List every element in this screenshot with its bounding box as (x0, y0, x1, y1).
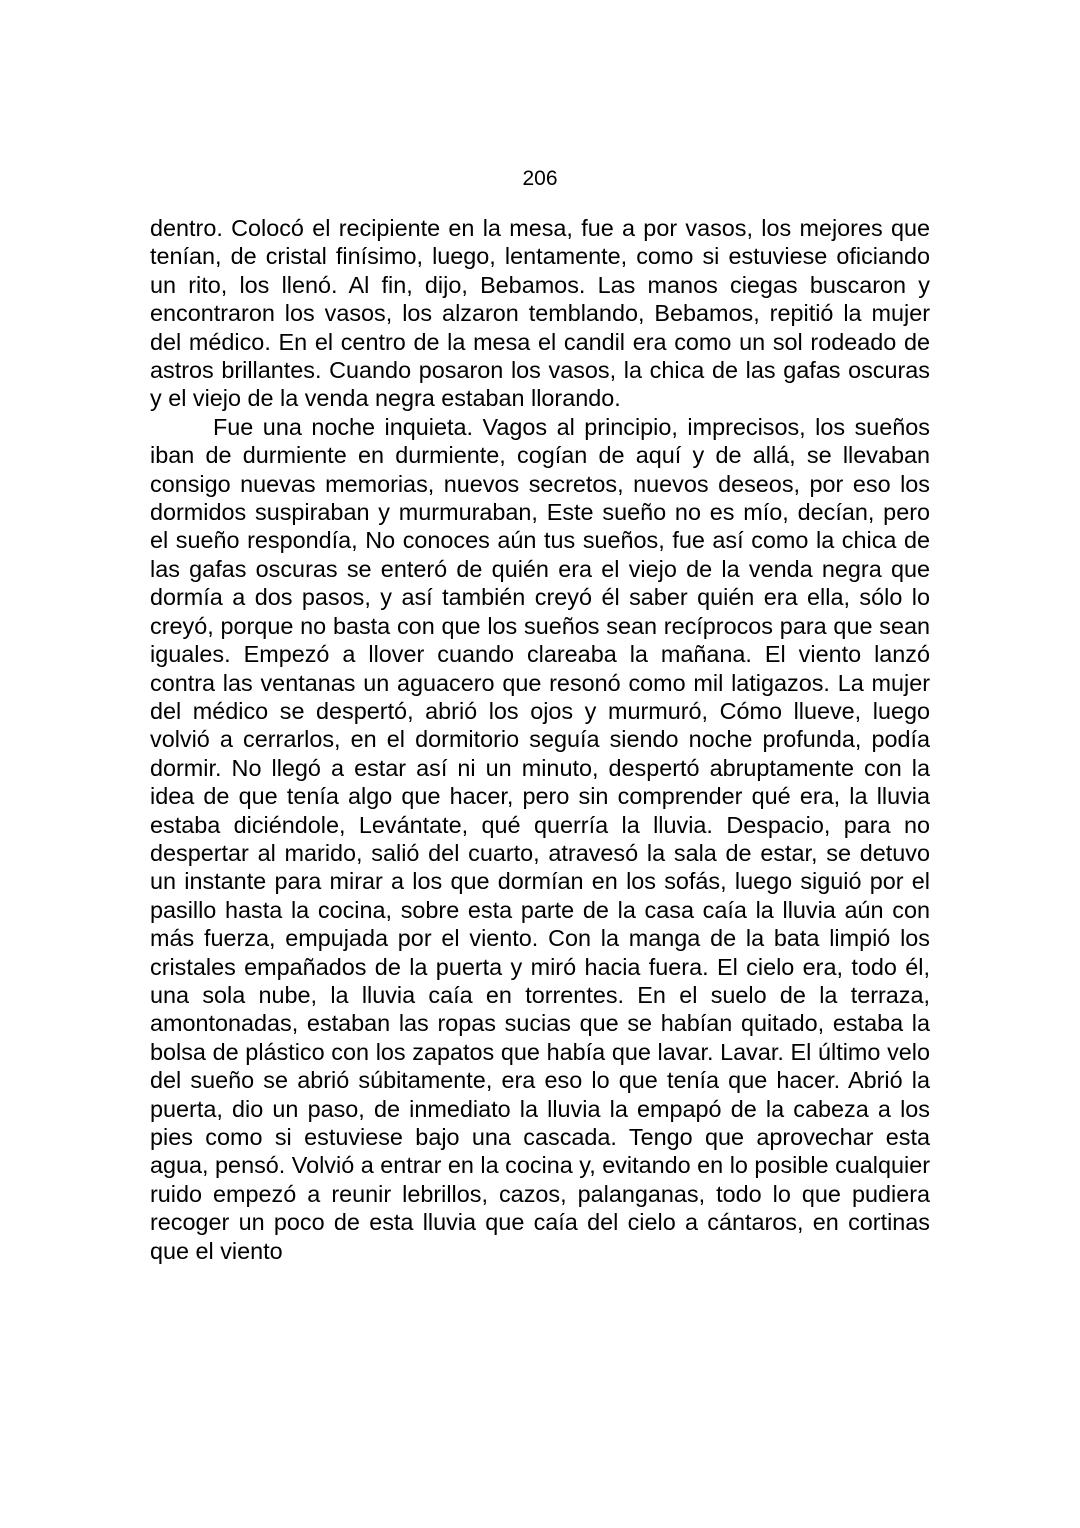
page-number: 206 (522, 167, 558, 190)
body-text (150, 214, 930, 1265)
paragraph-night: Fue una noche inquieta. Vagos al principio, imprecisos, los sueños iban de durmiente en durmiente, cogían de aquí y de allá, se llevaban consigo nuevas memorias, nuevos secretos, nuevos deseos, por eso los dormidos suspiraban y murmuraban, Este sueño no es mío, decían, pero el sueño respondía, No conoces aún tus sueños, fue así como la chica de las gafas oscuras se enteró de quién era el viejo de la venda negra que dormía a dos pasos, y así también creyó él saber quién era ella, sólo lo creyó, porque no basta con que los sueños sean recíprocos para que sean iguales. Empezó a llover cuando clareaba la mañana. El viento lanzó contra las ventanas un aguacero que resonó como mil latigazos. La mujer del médico se despertó, abrió los ojos y murmuró, Cómo llueve, luego volvió a cerrarlos, en el dormitorio seguía siendo noche profunda, podía dormir. No llegó a estar así ni un minuto, despertó abruptamente con la idea de que tenía algo que hacer, pero sin comprender qué era, la lluvia estaba diciéndole, Levántate, qué querría la lluvia. Despacio, para no despertar al marido, salió del cuarto, atravesó la sala de estar, se detuvo un instante para mirar a los que dormían en los sofás, luego siguió por el pasillo hasta la cocina, sobre esta parte de la casa caía la lluvia aún con más fuerza, empujada por el viento. Con la manga de la bata limpió los cristales empañados de la puerta y miró hacia fuera. El cielo era, todo él, una sola nube, la lluvia caía en torrentes. En el suelo de la terraza, amontonadas, estaban las ropas sucias que se habían quitado, estaba la bolsa de plástico con los zapatos que había que lavar. Lavar. El último velo del sueño se abrió súbitamente, era eso lo que tenía que hacer. Abrió la puerta, dio un paso, de inmediato la lluvia la empapó de la cabeza a los pies como si estuviese bajo una cascada. Tengo que aprovechar esta agua, pensó. Volvió a entrar en la cocina y, evitando en lo posible cualquier ruido empezó a reunir lebrillos, cazos, palanganas, todo lo que pudiera recoger un poco de esta lluvia que caía del cielo a cántaros, en cortinas que el viento (150, 413, 930, 1264)
paragraph-continuation: dentro. Colocó el recipiente en la mesa, fue a por vasos, los mejores que tenían, de cristal finísimo, luego, lentamente, como si estuviese oficiando un rito, los llenó. Al fin, dijo, Bebamos. Las manos ciegas buscaron y encontraron los vasos, los alzaron temblando, Bebamos, repitió la mujer del médico. En el centro de la mesa el candil era como un sol rodeado de astros brillantes. Cuando posaron los vasos, la chica de las gafas oscuras y el viejo de la venda negra estaban llorando. (150, 215, 930, 412)
